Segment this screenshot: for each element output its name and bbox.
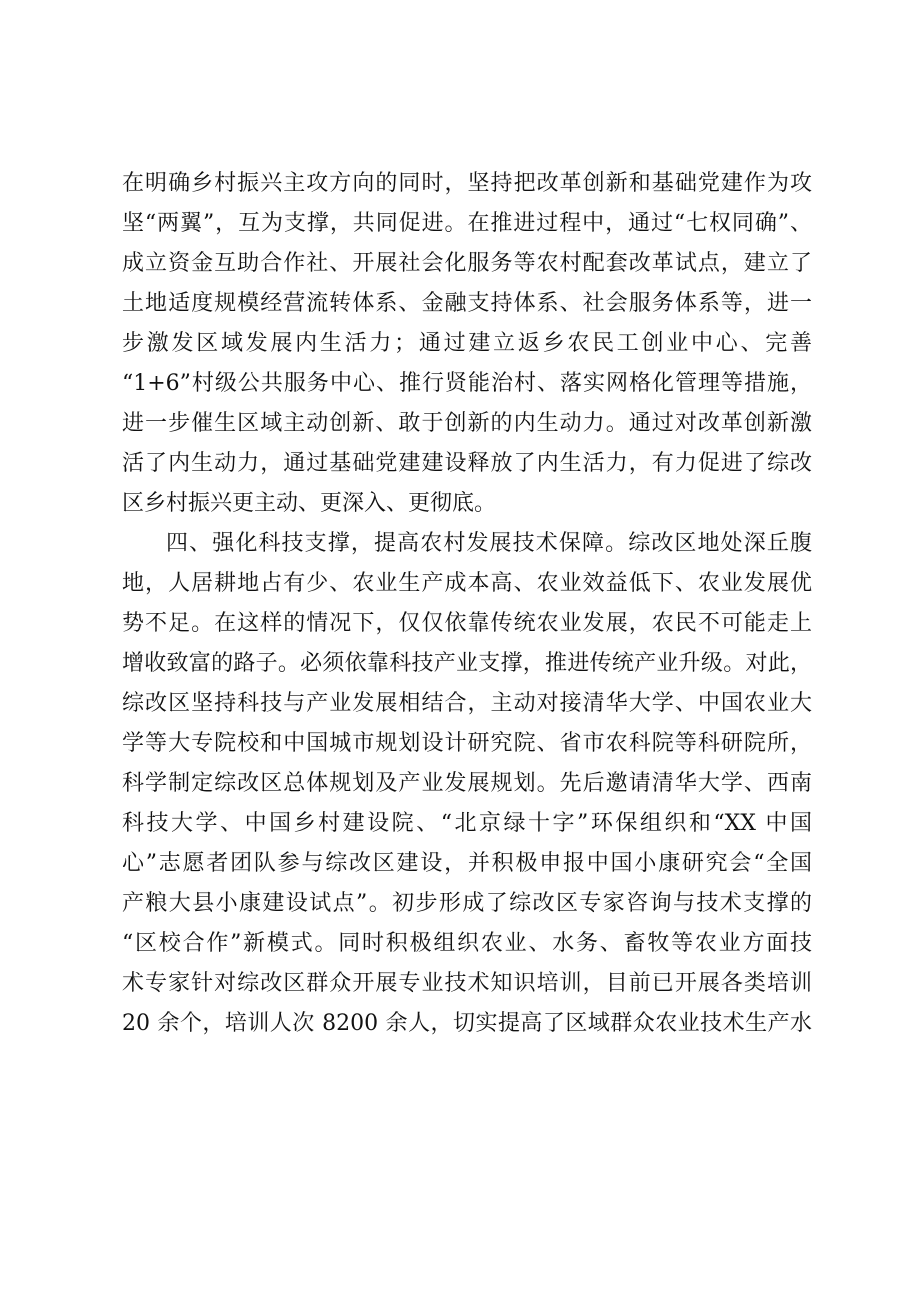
paragraph-reform-innovation — [122, 164, 812, 524]
text-line: 活了内生动力，通过基础党建建设释放了内生活力，有力促进了综改 — [122, 451, 812, 476]
text-line: 产粮大县小康建设试点”。初步形成了综改区专家咨询与技术支撑的 — [122, 891, 812, 916]
text-line: “1+6”村级公共服务中心、推行贤能治村、落实网格化管理等措施， — [122, 371, 812, 396]
text-line: 成立资金互助合作社、开展社会化服务等农村配套改革试点，建立了 — [122, 251, 812, 276]
text-line: 坚“两翼”，互为支撑，共同促进。在推进过程中，通过“七权同确”、 — [122, 211, 812, 236]
text-line: 增收致富的路子。必须依靠科技产业支撑，推进传统产业升级。对此， — [122, 651, 812, 676]
text-line: 科技大学、中国乡村建设院、“北京绿十字”环保组织和“XX 中国 — [122, 811, 812, 836]
text-line: 综改区坚持科技与产业发展相结合，主动对接清华大学、中国农业大 — [122, 691, 812, 716]
text-line: “区校合作”新模式。同时积极组织农业、水务、畜牧等农业方面技 — [122, 931, 812, 956]
text-line: 区乡村振兴更主动、更深入、更彻底。 — [122, 491, 497, 516]
text-line: 在明确乡村振兴主攻方向的同时，坚持把改革创新和基础党建作为攻 — [122, 171, 812, 196]
text-line: 科学制定综改区总体规划及产业发展规划。先后邀请清华大学、西南 — [122, 771, 812, 796]
text-line: 土地适度规模经营流转体系、金融支持体系、社会服务体系等，进一 — [122, 291, 812, 316]
text-line: 20 余个，培训人次 8200 余人，切实提高了区域群众农业技术生产水 — [122, 1011, 812, 1036]
text-line: 势不足。在这样的情况下，仅仅依靠传统农业发展，农民不可能走上 — [122, 611, 812, 636]
text-line: 四、强化科技支撑，提高农村发展技术保障。综改区地处深丘腹 — [166, 531, 812, 556]
text-line: 进一步催生区域主动创新、敢于创新的内生动力。通过对改革创新激 — [122, 411, 812, 436]
text-line: 术专家针对综改区群众开展专业技术知识培训，目前已开展各类培训 — [122, 971, 812, 996]
paragraph-tech-support — [122, 524, 812, 1044]
text-line: 心”志愿者团队参与综改区建设，并积极申报中国小康研究会“全国 — [122, 851, 812, 876]
text-line: 地，人居耕地占有少、农业生产成本高、农业效益低下、农业发展优 — [122, 571, 812, 596]
body-text — [122, 164, 812, 1044]
text-line: 学等大专院校和中国城市规划设计研究院、省市农科院等科研院所， — [122, 731, 812, 756]
text-line: 步激发区域发展内生活力；通过建立返乡农民工创业中心、完善 — [122, 331, 812, 356]
